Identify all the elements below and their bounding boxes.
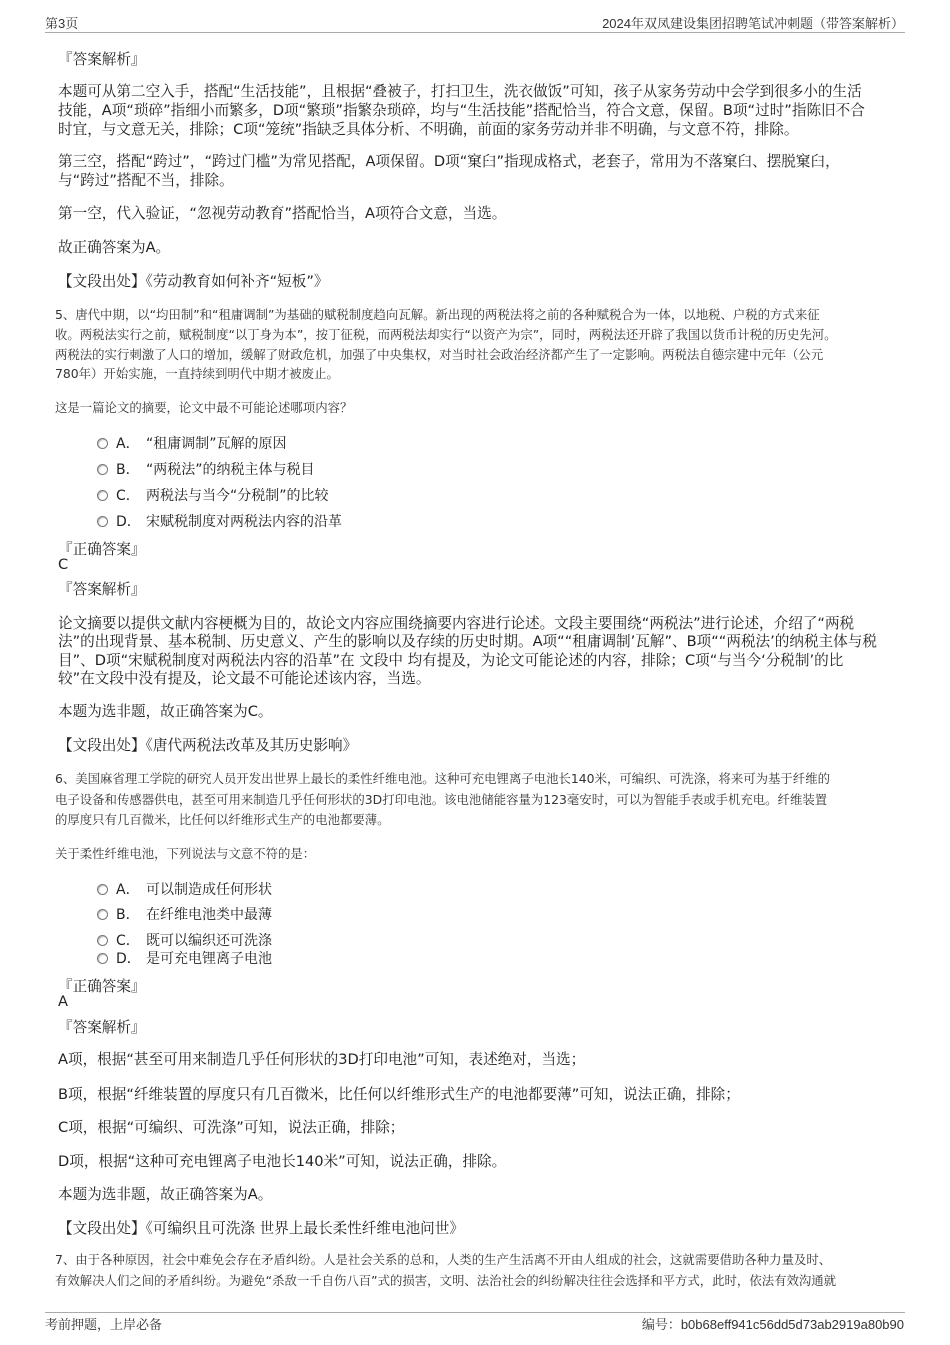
answer-label: 『正确答案』 [58, 541, 146, 558]
question-text: 这是一篇论文的摘要，论文中最不可能论述哪项内容？ [55, 400, 353, 415]
passage-line: 6、美国麻省理工学院的研究人员开发出世界上最长的柔性纤维电池。这种可充电锂离子电池长140米，可编织、可洗涤，将来可为基于纤维的 [55, 771, 830, 786]
passage-line: 收。两税法实行之前，赋税制度“以丁身为本”，按丁征税，而两税法却实行“以资产为宗”，同时，两税法还开辟了我国以货币计税的历史先河。 [55, 327, 837, 342]
answer: A [58, 993, 68, 1010]
analysis-label: 『答案解析』 [58, 1019, 146, 1036]
radio-icon[interactable] [97, 438, 108, 449]
source: 【文段出处】《劳动教育如何补齐“短板”》 [58, 273, 329, 290]
radio-icon[interactable] [97, 884, 108, 895]
option-d[interactable]: D． 宋赋税制度对两税法内容的沿革 [97, 511, 342, 531]
footer-slogan: 考前押题，上岸必备 [45, 1317, 163, 1332]
analysis-line: 第一空，代入验证，“忽视劳动教育”搭配恰当，A项符合文意，当选。 [58, 205, 507, 222]
footer-divider [45, 1312, 905, 1313]
analysis-line: 技能，A项“琐碎”指细小而繁多，D项“繁琐”指繁杂琐碎，均与“生活技能”搭配恰当，符合文意，保留。B项“过时”指陈旧不合 [58, 102, 865, 119]
option-a[interactable]: A． “租庸调制”瓦解的原因 [97, 433, 287, 453]
passage-line: 两税法的实行刺激了人口的增加，缓解了财政危机，加强了中央集权，对当时社会政治经济都产生了一定影响。两税法自德宗建中元年（公元 [55, 347, 824, 362]
passage-line: 5、唐代中期，以“均田制”和“租庸调制”为基础的赋税制度趋向瓦解。新出现的两税法将之前的各种赋税合为一体，以地税、户税的方式来征 [55, 307, 820, 322]
analysis-line: D项，根据“这种可充电锂离子电池长140米”可知，说法正确，排除。 [58, 1153, 507, 1170]
analysis-line: 与“跨过”搭配不当，排除。 [58, 172, 234, 189]
option-a[interactable]: A． 可以制造成任何形状 [97, 879, 272, 899]
radio-icon[interactable] [97, 935, 108, 946]
source: 【文段出处】《唐代两税法改革及其历史影响》 [58, 737, 358, 754]
question-text: 关于柔性纤维电池，下列说法与文意不符的是： [55, 846, 316, 861]
document-title: 2024年双凤建设集团招聘笔试冲刺题（带答案解析） [602, 16, 904, 31]
analysis-line: 时宜，与文意无关，排除；C项“笼统”指缺乏具体分析、不明确，前面的家务劳动并非不明确，与文意不符，排除。 [58, 121, 799, 138]
conclusion: 本题为选非题，故正确答案为C。 [58, 703, 273, 720]
passage-line: 有效解决人们之间的矛盾纠纷。为避免“杀敌一千自伤八百”式的损害，文明、法治社会的纠纷解决往往会选择和平方式，此时，依法有效沟通就 [55, 1273, 837, 1288]
conclusion: 本题为选非题，故正确答案为A。 [58, 1186, 273, 1203]
conclusion: 故正确答案为A。 [58, 239, 171, 256]
radio-icon[interactable] [97, 490, 108, 501]
option-c[interactable]: C． 两税法与当今“分税制”的比较 [97, 485, 329, 505]
page-number: 第3页 [45, 16, 79, 31]
option-b[interactable]: B． “两税法”的纳税主体与税目 [97, 459, 315, 479]
analysis-line: 论文摘要以提供文献内容梗概为目的，故论文内容应围绕摘要内容进行论述。文段主要围绕“两税法”进行论述，介绍了“两税 [58, 615, 855, 632]
footer-serial: 编号：b0b68eff941c56dd5d73ab2919a80b90 [641, 1317, 904, 1332]
analysis-line: 目”、D项“宋赋税制度对两税法内容的沿革”在 文段中 均有提及，为论文可能论述的内容，排除；C项“与当今‘分税制’的比 [58, 652, 844, 669]
radio-icon[interactable] [97, 516, 108, 527]
answer-label: 『正确答案』 [58, 978, 146, 995]
analysis-label: 『答案解析』 [58, 581, 146, 598]
analysis-line: A项，根据“甚至可用来制造几乎任何形状的3D打印电池”可知，表述绝对，当选； [58, 1051, 586, 1068]
option-c[interactable]: C． 既可以编织还可洗涤 [97, 930, 272, 950]
passage-line: 780年）开始实施，一直持续到明代中期才被废止。 [55, 366, 339, 381]
answer: C [58, 556, 69, 573]
analysis-line: B项，根据“纤维装置的厚度只有几百微米，比任何以纤维形式生产的电池都要薄”可知，说法正确，排除； [58, 1086, 740, 1103]
analysis-label: 『答案解析』 [58, 51, 146, 68]
option-b[interactable]: B． 在纤维电池类中最薄 [97, 904, 272, 924]
header-divider [45, 32, 905, 33]
radio-icon[interactable] [97, 464, 108, 475]
analysis-line: C项，根据“可编织、可洗涤”可知，说法正确，排除； [58, 1119, 405, 1136]
source: 【文段出处】《可编织且可洗涤 世界上最长柔性纤维电池问世》 [58, 1220, 464, 1237]
radio-icon[interactable] [97, 909, 108, 920]
passage-line: 的厚度只有几百微米，比任何以纤维形式生产的电池都要薄。 [55, 812, 390, 827]
analysis-line: 较”在文段中没有提及，论文最不可能论述该内容，当选。 [58, 670, 431, 687]
passage-line: 7、由于各种原因，社会中难免会存在矛盾纠纷。人是社会关系的总和，人类的生产生活离不开由人组成的社会，这就需要借助各种力量及时、 [55, 1252, 832, 1267]
analysis-line: 第三空，搭配“跨过”，“跨过门槛”为常见搭配，A项保留。D项“窠臼”指现成格式，老套子，常用为不落窠臼、摆脱窠臼， [58, 153, 840, 170]
radio-icon[interactable] [97, 953, 108, 964]
analysis-line: 本题可从第二空入手，搭配“生活技能”，且根据“叠被子，打扫卫生，洗衣做饭”可知，孩子从家务劳动中会学到很多小的生活 [58, 83, 862, 100]
analysis-line: 法”的出现背景、基本税制、历史意义、产生的影响以及存续的历史时期。A项““租庸调制’瓦解”、B项““两税法’的纳税主体与税 [58, 633, 877, 650]
option-d[interactable]: D． 是可充电锂离子电池 [97, 948, 272, 968]
passage-line: 电子设备和传感器供电，甚至可用来制造几乎任何形状的3D打印电池。该电池储能容量为123毫安时，可以为智能手表或手机充电。纤维装置 [55, 792, 828, 807]
